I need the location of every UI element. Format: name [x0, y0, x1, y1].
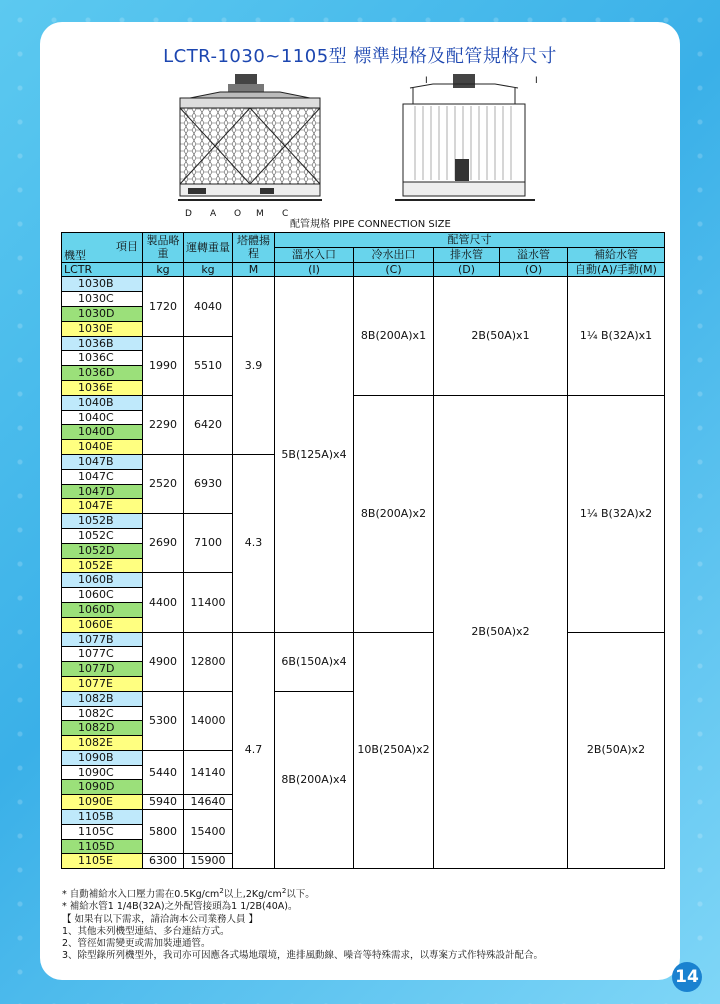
page-title: LCTR-1030~1105型 標準規格及配管規格尺寸 [163, 46, 557, 67]
makeup-cell: 1¼ B(32A)x1 [568, 277, 665, 395]
makeup-cell: 2B(50A)x2 [568, 632, 665, 869]
weight-op-cell: 14140 [184, 750, 233, 794]
header-model-sub: LCTR [62, 262, 143, 277]
model-cell: 1052D [62, 543, 143, 558]
note-3: 【 如果有以下需求，請洽詢本公司業務人員 】 [62, 913, 259, 925]
drain-overflow-cell: 2B(50A)x2 [434, 395, 568, 869]
weight-dry-cell: 4400 [143, 573, 184, 632]
note-2: * 補給水管1 1/4B(32A)之外配管接頭為1 1/2B(40A)。 [62, 901, 298, 913]
note-1: * 自動補給水入口壓力需在$0.5Kg/cm^2$以上$,2Kg/cm^2$以下。 [62, 887, 315, 901]
header-item: 項目 [62, 233, 143, 263]
model-cell: 1036D [62, 366, 143, 381]
weight-dry-cell: 6300 [143, 854, 184, 869]
header-model: 機型 [64, 249, 86, 262]
outlet-cell: 8B(200A)x2 [354, 395, 434, 632]
model-cell: 1105C [62, 824, 143, 839]
code-inlet: (I) [275, 262, 354, 277]
head-cell: 4.7 [233, 632, 275, 869]
note-4: 1、其他未列機型連結、多台連結方式。 [62, 925, 230, 937]
spec-table [61, 232, 665, 869]
header-weight-op: 運轉重量 [184, 233, 233, 263]
header-overflow: 溢水管 [500, 247, 568, 262]
weight-op-cell: 15900 [184, 854, 233, 869]
code-overflow: (O) [500, 262, 568, 277]
header-outlet: 冷水出口 [354, 247, 434, 262]
label-m: M [256, 209, 264, 219]
label-o: O [234, 209, 242, 219]
weight-dry-cell: 5800 [143, 810, 184, 854]
model-cell: 1060B [62, 573, 143, 588]
header-drain: 排水管 [434, 247, 500, 262]
label-a: A [210, 209, 217, 219]
weight-dry-cell: 2690 [143, 514, 184, 573]
model-cell: 1047C [62, 469, 143, 484]
model-cell: 1040E [62, 440, 143, 455]
weight-dry-cell: 4900 [143, 632, 184, 691]
weight-op-cell: 14640 [184, 795, 233, 810]
model-cell: 1036E [62, 380, 143, 395]
weight-dry-cell: 1990 [143, 336, 184, 395]
weight-dry-cell: 2520 [143, 454, 184, 513]
weight-dry-cell: 5300 [143, 691, 184, 750]
model-cell: 1077C [62, 647, 143, 662]
makeup-cell: 1¼ B(32A)x2 [568, 395, 665, 632]
note-6: 3、除型錄所列機型外，我司亦可因應各式場地環境，進排風動線、噪音等特殊需求，以專案方式作特殊設計配合。 [62, 950, 544, 962]
outlet-cell: 10B(250A)x2 [354, 632, 434, 869]
model-cell: 1030C [62, 292, 143, 307]
notes [62, 885, 543, 962]
model-cell: 1036C [62, 351, 143, 366]
drain-overflow-cell: 2B(50A)x1 [434, 277, 568, 395]
weight-dry-cell: 5440 [143, 750, 184, 794]
model-cell: 1060D [62, 602, 143, 617]
header-weight-dry: 製品略重 [143, 233, 184, 263]
weight-op-cell: 4040 [184, 277, 233, 336]
model-cell: 1047D [62, 484, 143, 499]
head-cell: 4.3 [233, 454, 275, 632]
code-drain: (D) [434, 262, 500, 277]
inlet-cell: 5B(125A)x4 [275, 277, 354, 632]
weight-op-cell: 6420 [184, 395, 233, 454]
model-cell: 1082E [62, 736, 143, 751]
model-cell: 1105B [62, 810, 143, 825]
weight-op-cell: 11400 [184, 573, 233, 632]
head-cell: 3.9 [233, 277, 275, 455]
model-cell: 1105E [62, 854, 143, 869]
header-inlet: 溫水入口 [275, 247, 354, 262]
model-cell: 1077B [62, 632, 143, 647]
model-cell: 1090C [62, 765, 143, 780]
code-outlet: (C) [354, 262, 434, 277]
weight-op-cell: 5510 [184, 336, 233, 395]
page-number: 14 [672, 962, 702, 992]
model-cell: 1090B [62, 750, 143, 765]
model-cell: 1105D [62, 839, 143, 854]
side-view-diagram [385, 74, 545, 214]
code-makeup: 自動(A)/手動(M) [568, 262, 665, 277]
model-cell: 1077D [62, 662, 143, 677]
weight-op-cell: 14000 [184, 691, 233, 750]
model-cell: 1060E [62, 617, 143, 632]
model-cell: 1060C [62, 588, 143, 603]
model-cell: 1036B [62, 336, 143, 351]
weight-dry-cell: 5940 [143, 795, 184, 810]
model-cell: 1082C [62, 706, 143, 721]
header-head: 塔體揚程 [233, 233, 275, 263]
model-cell: 1082B [62, 691, 143, 706]
model-cell: 1030B [62, 277, 143, 292]
weight-op-cell: 6930 [184, 454, 233, 513]
label-c: C [282, 209, 289, 219]
weight-dry-cell: 2290 [143, 395, 184, 454]
header-makeup: 補給水管 [568, 247, 665, 262]
outlet-cell: 8B(200A)x1 [354, 277, 434, 395]
weight-dry-cell: 1720 [143, 277, 184, 336]
model-cell: 1040C [62, 410, 143, 425]
model-cell: 1052B [62, 514, 143, 529]
header-pipe: 配管尺寸 [275, 233, 665, 248]
unit-head: M [233, 262, 275, 277]
note-5: 2、管徑如需變更或需加裝連通管。 [62, 937, 211, 949]
label-d: D [185, 209, 192, 219]
front-view-diagram [170, 74, 350, 214]
inlet-cell: 8B(200A)x4 [275, 691, 354, 869]
unit-weight-op: kg [184, 262, 233, 277]
model-cell: 1077E [62, 676, 143, 691]
model-cell: 1030D [62, 306, 143, 321]
inlet-cell: 6B(150A)x4 [275, 632, 354, 691]
weight-op-cell: 15400 [184, 810, 233, 854]
weight-op-cell: 12800 [184, 632, 233, 691]
model-cell: 1047E [62, 499, 143, 514]
unit-weight-dry: kg [143, 262, 184, 277]
model-cell: 1040B [62, 395, 143, 410]
model-cell: 1090E [62, 795, 143, 810]
model-cell: 1030E [62, 321, 143, 336]
weight-op-cell: 7100 [184, 514, 233, 573]
model-cell: 1047B [62, 454, 143, 469]
model-cell: 1090D [62, 780, 143, 795]
model-cell: 1052C [62, 528, 143, 543]
model-cell: 1082D [62, 721, 143, 736]
model-cell: 1040D [62, 425, 143, 440]
label-i-right: I [535, 76, 538, 86]
pipe-connection-caption: 配管規格 PIPE CONNECTION SIZE [290, 219, 451, 230]
model-cell: 1052E [62, 558, 143, 573]
label-i-left: I [425, 76, 428, 86]
